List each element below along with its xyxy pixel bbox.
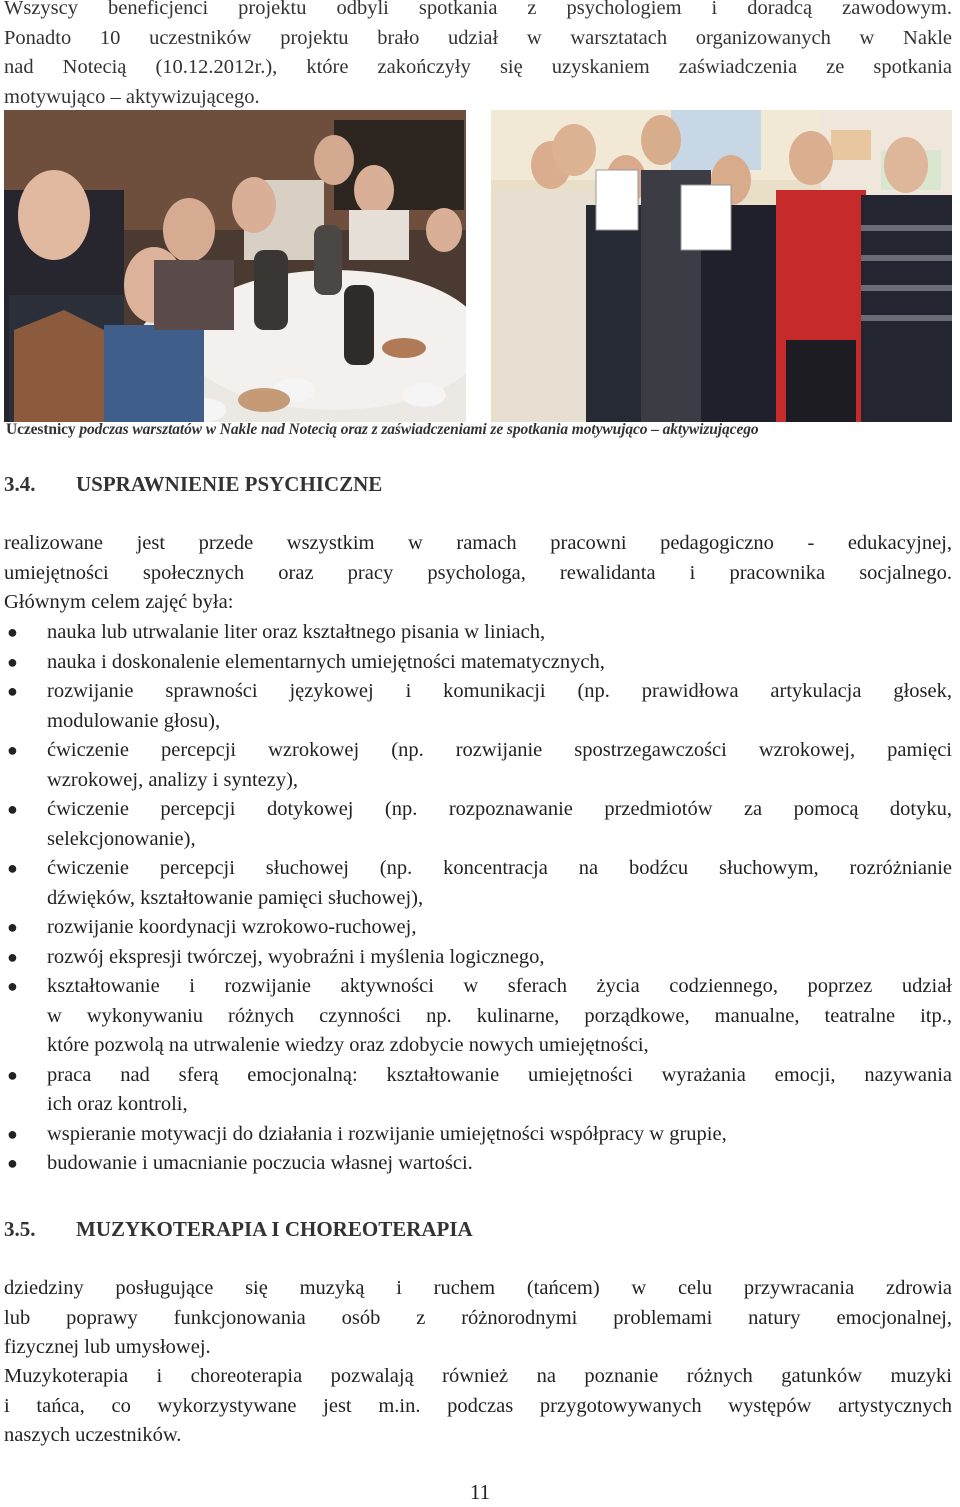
text-line: które pozwolą na utrwalenie wiedzy oraz zdobycie nowych umiejętności, (47, 1034, 649, 1056)
section-heading-3-4 (4, 472, 382, 497)
text-line: nauka i doskonalenie elementarnych umiejętności matematycznych, (47, 650, 605, 673)
bullet-icon: ● (7, 917, 18, 937)
caption-text-a: Uczestnicy (6, 421, 76, 438)
section-title: USPRAWNIENIE PSYCHICZNE (76, 472, 383, 496)
section-number: 3.4. (4, 472, 36, 496)
list-item (4, 1061, 952, 1120)
list-item (4, 854, 952, 913)
text-line: wzrokowej, analizy i syntezy), (47, 768, 299, 791)
section-number: 3.5. (4, 1217, 36, 1241)
list-item (4, 618, 952, 648)
bullet-icon: ● (7, 976, 18, 996)
text-line: ćwiczenie percepcji dotykowej (np. rozpoznawanie przedmiotów za pomocą dotyku, (47, 798, 952, 820)
list-item (4, 1149, 952, 1179)
workshop-table-photo (4, 110, 466, 422)
bullet-icon: ● (7, 858, 18, 878)
section-3-5-paragraph-2 (4, 1362, 952, 1451)
list-item (4, 913, 952, 943)
text-line: rozwijanie koordynacji wzrokowo-ruchowej, (47, 916, 417, 938)
text-line: wspieranie motywacji do działania i rozwijanie umiejętności współpracy w grupie, (47, 1122, 727, 1145)
text-line: Wszyscy beneficjenci projektu odbyli spotkania z psychologiem i doradcą zawodowym. (4, 0, 952, 19)
text-line: modulowanie głosu), (47, 709, 221, 732)
bullet-icon: ● (7, 799, 18, 819)
caption-text-b: podczas warsztatów w Nakle nad Notecią oraz z zaświadczeniami ze spotkania motywująco – aktywizującego (75, 421, 759, 438)
text-line: selekcjonowanie), (47, 827, 196, 850)
text-line: motywująco – aktywizującego. (4, 85, 260, 108)
text-line: praca nad sferą emocjonalną: kształtowanie umiejętności wyrażania emocji, nazywania (47, 1063, 952, 1086)
list-item (4, 677, 952, 736)
bullet-icon: ● (7, 1153, 18, 1173)
text-line: i tańca, co wykorzystywane jest m.in. podczas przygotowywanych występów artystycznych (4, 1394, 952, 1417)
text-line: ćwiczenie percepcji słuchowej (np. koncentracja na bodźcu słuchowym, rozróżnianie (47, 857, 952, 879)
text-line: nauka lub utrwalanie liter oraz kształtnego pisania w liniach, (47, 621, 546, 643)
bullet-icon: ● (7, 740, 18, 760)
list-item (4, 943, 952, 973)
goals-list (4, 618, 952, 1179)
text-line: dźwięków, kształtowanie pamięci słuchowej), (47, 886, 424, 909)
text-line: kształtowanie i rozwijanie aktywności w sferach życia codziennego, poprzez udział (47, 975, 952, 997)
text-line: Ponadto 10 uczestników projektu brało udział w warsztatach organizowanych w Nakle (4, 26, 952, 49)
text-line: rozwój ekspresji twórczej, wyobraźni i myślenia logicznego, (47, 945, 545, 968)
text-line: realizowane jest przede wszystkim w ramach pracowni pedagogiczno - edukacyjnej, (4, 532, 952, 554)
text-line: Muzykoterapia i choreoterapia pozwalają również na poznanie różnych gatunków muzyki (4, 1365, 952, 1387)
text-line: nad Notecią (10.12.2012r.), które zakończyły się uzyskaniem zaświadczenia ze spotkania (4, 56, 952, 78)
text-line: w wykonywaniu różnych czynności np. kulinarne, porządkowe, manualne, teatralne itp., (47, 1004, 952, 1027)
text-line: ćwiczenie percepcji wzrokowej (np. rozwijanie spostrzegawczości wzrokowej, pamięci (47, 739, 952, 761)
bullet-icon: ● (7, 1064, 18, 1085)
text-line: ich oraz kontroli, (47, 1093, 188, 1115)
bullet-icon: ● (7, 946, 18, 967)
bullet-icon: ● (7, 1123, 18, 1144)
certificates-group-photo (491, 110, 952, 422)
list-item (4, 795, 952, 854)
workshop-table-image (4, 110, 466, 422)
text-line: fizycznej lub umysłowej. (4, 1336, 211, 1358)
text-line: Głównym celem zajęć była: (4, 591, 234, 613)
text-line: budowanie i umacnianie poczucia własnej wartości. (47, 1152, 473, 1174)
list-item (4, 648, 952, 678)
list-item (4, 736, 952, 795)
text-line: lub poprawy funkcjonowania osób z różnorodnymi problemami natury emocjonalnej, (4, 1306, 952, 1329)
list-item (4, 972, 952, 1061)
text-line: umiejętności społecznych oraz pracy psychologa, rewalidanta i pracownika socjalnego. (4, 561, 952, 584)
list-item (4, 1120, 952, 1150)
section-title: MUZYKOTERAPIA I CHOREOTERAPIA (76, 1217, 473, 1241)
section-3-5-paragraph-1 (4, 1274, 952, 1363)
page-number: 11 (469, 1480, 491, 1504)
section-3-4-intro (4, 529, 952, 618)
text-line: rozwijanie sprawności językowej i komunikacji (np. prawidłowa artykulacja głosek, (47, 680, 952, 702)
intro-paragraph (4, 0, 952, 112)
bullet-icon: ● (7, 651, 18, 672)
bullet-icon: ● (7, 681, 18, 701)
text-line: dziedziny posługujące się muzyką i ruchem (tańcem) w celu przywracania zdrowia (4, 1277, 952, 1299)
certificates-group-image (491, 110, 952, 422)
photo-row (4, 110, 952, 422)
bullet-icon: ● (7, 622, 18, 642)
section-heading-3-5 (4, 1217, 473, 1242)
text-line: naszych uczestników. (4, 1424, 182, 1446)
photo-caption (6, 421, 952, 439)
